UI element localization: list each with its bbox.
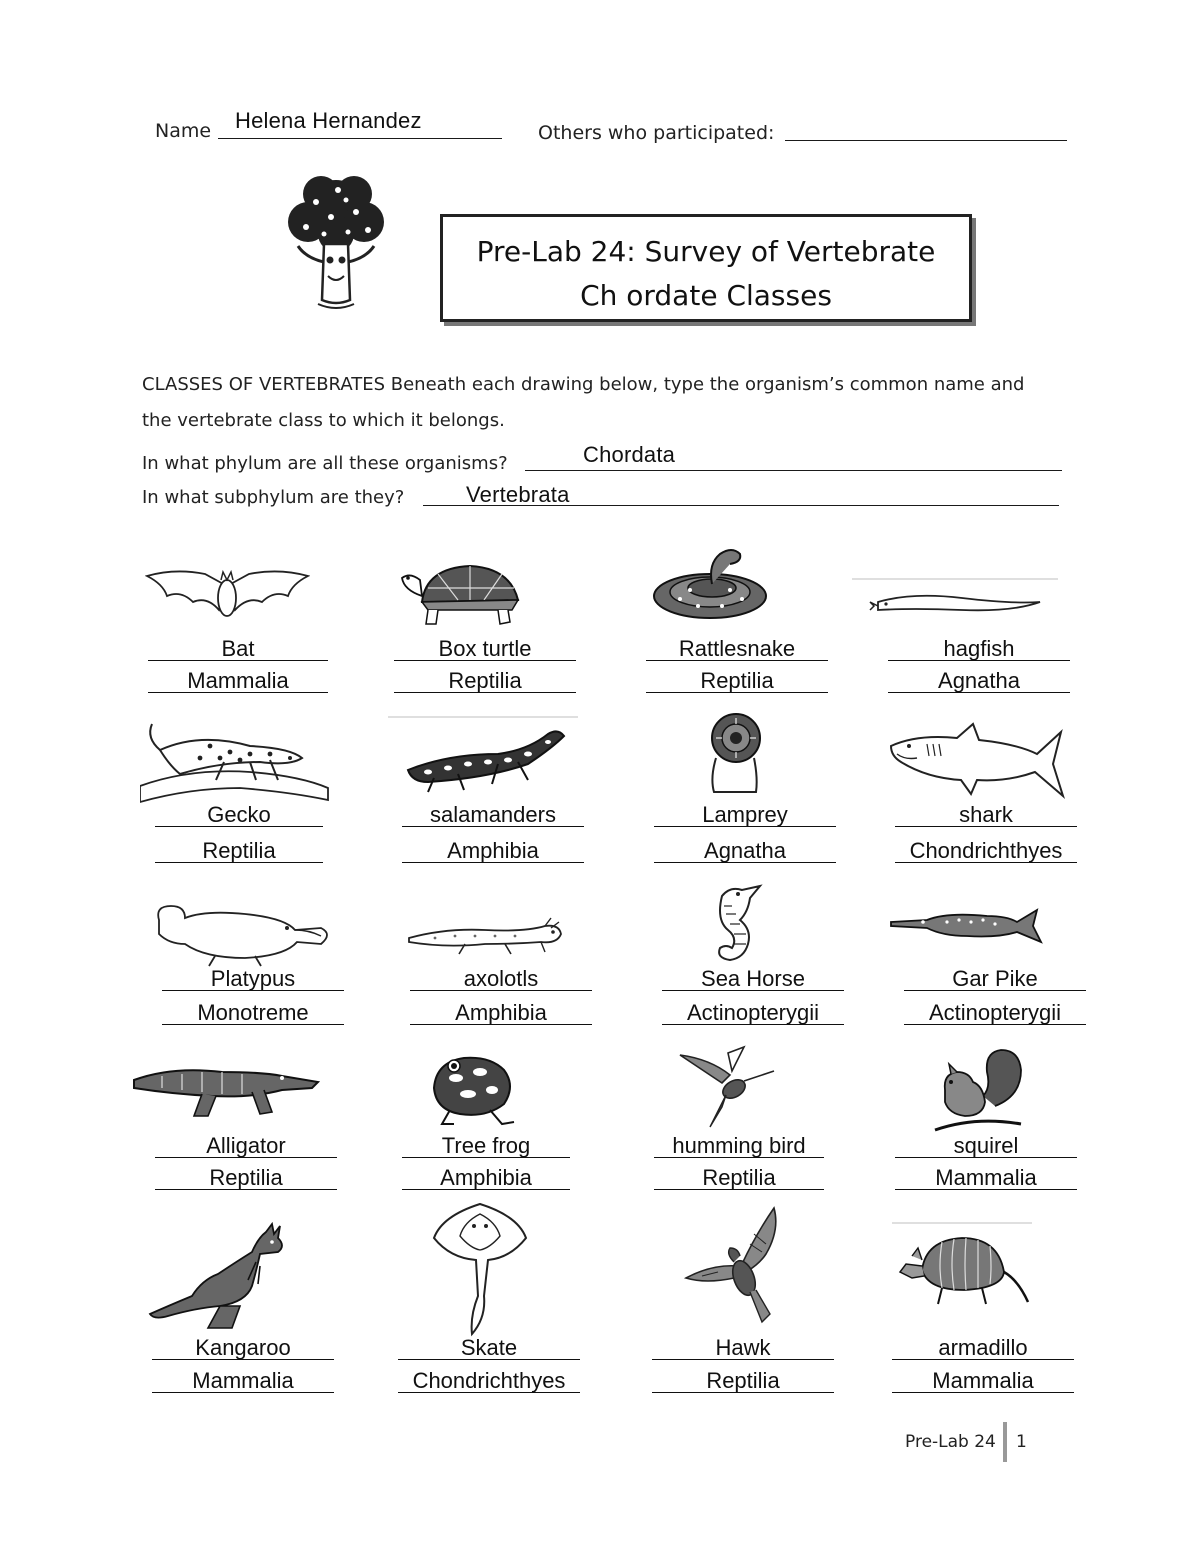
turtle-icon — [398, 560, 523, 628]
name-field-line — [218, 138, 502, 139]
organism-class-field[interactable]: Reptilia — [706, 1368, 780, 1393]
gecko-icon — [140, 718, 330, 806]
organism-class-field[interactable]: Actinopterygii — [686, 1000, 820, 1025]
organism-name-field[interactable]: Hawk — [715, 1335, 771, 1360]
hawk-icon — [682, 1204, 802, 1324]
footer-label: Pre-Lab 24 — [905, 1432, 996, 1452]
bat-icon — [145, 566, 310, 626]
page-title-line2: Ch ordate Classes — [580, 279, 832, 312]
organism-name-field[interactable]: Sea Horse — [701, 966, 805, 991]
name-label: Name — [155, 120, 212, 142]
organism-name-field[interactable]: Alligator — [206, 1133, 286, 1158]
phylum-answer[interactable]: Chordata — [583, 442, 676, 467]
title-box — [440, 214, 972, 322]
organism-name-field[interactable]: Gar Pike — [952, 966, 1038, 991]
organism-class-field[interactable]: Chondrichthyes — [412, 1368, 566, 1393]
salamander-icon — [388, 714, 580, 796]
organism-class-field[interactable]: Mammalia — [192, 1368, 294, 1393]
organism-class-field[interactable]: Reptilia — [202, 838, 276, 863]
platypus-icon — [145, 900, 335, 968]
subphylum-answer[interactable]: Vertebrata — [466, 482, 570, 507]
armadillo-icon — [892, 1220, 1032, 1316]
organism-class-field[interactable]: Mammalia — [932, 1368, 1034, 1393]
lamprey-icon — [700, 712, 780, 794]
kangaroo-icon — [148, 1222, 308, 1332]
frog-icon — [420, 1048, 526, 1128]
organism-class-field[interactable]: Amphibia — [455, 1000, 547, 1025]
organism-name-field[interactable]: hagfish — [943, 636, 1015, 661]
organism-name-field[interactable]: axolotls — [463, 966, 539, 991]
organism-class-field[interactable]: Amphibia — [447, 838, 539, 863]
organism-name-field[interactable]: salamanders — [430, 802, 556, 827]
organism-class-field[interactable]: Reptilia — [702, 1165, 776, 1190]
tree-mascot-icon — [276, 172, 396, 317]
subphylum-question: In what subphylum are they? — [142, 487, 405, 508]
page-title-line1: Pre-Lab 24: Survey of Vertebrate — [476, 235, 936, 268]
organism-name-field[interactable]: Gecko — [207, 802, 271, 827]
phylum-question: In what phylum are all these organisms? — [142, 453, 508, 474]
snake-icon — [650, 544, 772, 622]
organism-name-field[interactable]: Box turtle — [438, 636, 532, 661]
organism-name-field[interactable]: Lamprey — [702, 802, 788, 827]
organism-class-field[interactable]: Agnatha — [704, 838, 786, 863]
organism-class-field[interactable]: Actinopterygii — [928, 1000, 1062, 1025]
organism-name-field[interactable]: armadillo — [938, 1335, 1028, 1360]
hagfish-icon — [852, 576, 1060, 626]
organism-class-field[interactable]: Mammalia — [187, 668, 289, 693]
organism-class-field[interactable]: Amphibia — [440, 1165, 532, 1190]
organism-class-field[interactable]: Reptilia — [700, 668, 774, 693]
instructions-line2: the vertebrate class to which it belongs. — [142, 410, 505, 431]
alligator-icon — [132, 1058, 322, 1124]
hummingbird-icon — [670, 1045, 780, 1131]
skate-icon — [430, 1200, 530, 1338]
organism-name-field[interactable]: Tree frog — [441, 1133, 531, 1158]
organism-name-field[interactable]: Platypus — [210, 966, 296, 991]
seahorse-icon — [700, 884, 770, 966]
axolotl-icon — [405, 912, 565, 956]
organism-name-field[interactable]: Bat — [221, 636, 255, 661]
organism-name-field[interactable]: Rattlesnake — [678, 636, 796, 661]
organism-name-field[interactable]: humming bird — [672, 1133, 806, 1158]
shark-icon — [887, 722, 1067, 802]
organism-name-field[interactable]: squirel — [953, 1133, 1019, 1158]
others-field[interactable] — [785, 140, 1067, 141]
organism-class-field[interactable]: Reptilia — [209, 1165, 283, 1190]
others-label: Others who participated: — [538, 122, 775, 144]
gar-icon — [887, 904, 1045, 948]
organism-class-field[interactable]: Agnatha — [938, 668, 1020, 693]
organism-class-field[interactable]: Reptilia — [448, 668, 522, 693]
instructions-line1: CLASSES OF VERTEBRATES Beneath each drawing below, type the organism’s common name and — [142, 374, 1025, 395]
organism-class-field[interactable]: Chondrichthyes — [909, 838, 1063, 863]
name-field[interactable]: Helena Hernandez — [235, 108, 422, 133]
organism-name-field[interactable]: shark — [959, 802, 1013, 827]
page-number: 1 — [1016, 1432, 1027, 1452]
organism-class-field[interactable]: Monotreme — [197, 1000, 309, 1025]
organism-class-field[interactable]: Mammalia — [935, 1165, 1037, 1190]
organism-name-field[interactable]: Kangaroo — [195, 1335, 291, 1360]
organism-name-field[interactable]: Skate — [460, 1335, 518, 1360]
phylum-line — [525, 470, 1062, 471]
squirrel-icon — [925, 1046, 1027, 1136]
footer-divider — [1003, 1422, 1007, 1462]
